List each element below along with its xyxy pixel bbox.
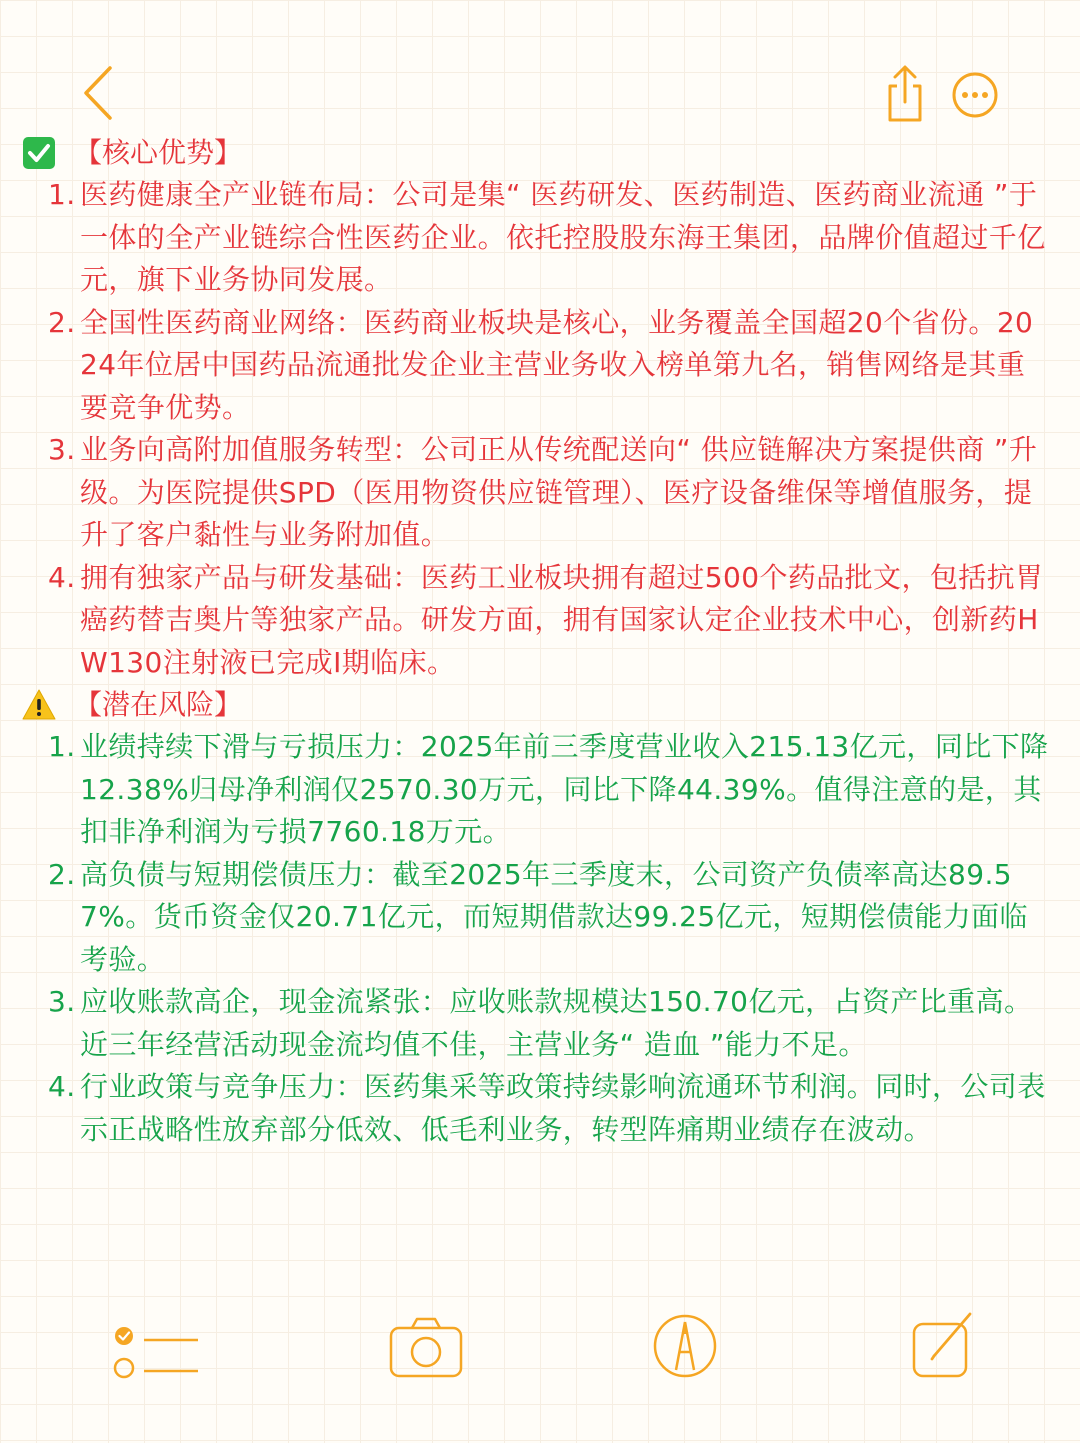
list-number: 3.: [48, 433, 76, 466]
list-item: [0, 981, 1080, 1066]
list-text: 业务向高附加值服务转型：公司正从传统配送向“ 供应链解决方案提供商 ”升级。为医院提供SPD（医用物资供应链管理）、医疗设备维保等增值服务，提升了客户黏性与业务附加值。: [80, 433, 1038, 551]
share-icon[interactable]: [880, 64, 930, 124]
list-item: [0, 429, 1080, 557]
list-item: [0, 1066, 1080, 1151]
chevron-left-icon[interactable]: [78, 64, 118, 122]
list-number: 4.: [48, 560, 76, 594]
list-text: 全国性医药商业网络：医药商业板块是核心，业务覆盖全国超20个省份。2024年位居中国药品流通批发企业主营业务收入榜单第九名，销售网络是其重要竞争优势。: [80, 305, 1034, 424]
list-item: [0, 557, 1080, 685]
list-number: 2.: [48, 857, 76, 891]
ellipsis-circle-icon[interactable]: [950, 70, 1000, 120]
checklist-icon[interactable]: [112, 1310, 202, 1380]
risks-list: [0, 726, 1080, 1151]
list-number: 2.: [48, 305, 76, 339]
list-text: 医药健康全产业链布局：公司是集“ 医药研发、医药制造、医药商业流通 ”于一体的全产业链综合性医药企业。依托控股股东海王集团，品牌价值超过千亿元，旗下业务协同发展。: [80, 178, 1046, 296]
markup-pen-icon[interactable]: [650, 1310, 720, 1380]
compose-icon[interactable]: [910, 1310, 980, 1380]
list-text: 业绩持续下滑与亏损压力：2025年前三季度营业收入215.13亿元，同比下降12.38%归母净利润仅2570.30万元，同比下降44.39%。值得注意的是，其扣非净利润为亏损7760.18万元。: [80, 730, 1049, 848]
list-item: [0, 174, 1080, 302]
list-text: 应收账款高企，现金流紧张：应收账款规模达150.70亿元，占资产比重高。近三年经营活动现金流均值不佳，主营业务“ 造血 ”能力不足。: [80, 985, 1033, 1061]
list-number: 1.: [48, 730, 76, 763]
list-item: [0, 726, 1080, 854]
list-number: 1.: [48, 178, 76, 211]
list-text: 拥有独家产品与研发基础：医药工业板块拥有超过500个药品批文，包括抗胃癌药替吉奥片等独家产品。研发方面，拥有国家认定企业技术中心，创新药HW130注射液已完成I期临床。: [80, 560, 1044, 679]
camera-icon[interactable]: [388, 1310, 464, 1380]
advantages-title: 【核心优势】: [74, 136, 243, 169]
top-toolbar: [0, 0, 1080, 135]
warning-icon: [22, 688, 56, 722]
advantages-list: [0, 174, 1080, 684]
bottom-toolbar: [0, 1300, 1080, 1400]
list-text: 行业政策与竞争压力：医药集采等政策持续影响流通环节利润。同时，公司表示正战略性放弃部分低效、低毛利业务，转型阵痛期业绩存在波动。: [80, 1070, 1046, 1146]
list-number: 3.: [48, 985, 76, 1018]
list-text: 高负债与短期偿债压力：截至2025年三季度末，公司资产负债率高达89.57%。货币资金仅20.71亿元，而短期借款达99.25亿元，短期偿债能力面临考验。: [80, 857, 1028, 976]
risks-title: 【潜在风险】: [74, 688, 243, 721]
risks-heading: [22, 684, 242, 726]
list-item: [0, 854, 1080, 982]
green-check-box-icon: [22, 136, 56, 170]
list-number: 4.: [48, 1070, 76, 1103]
advantages-heading: [22, 132, 242, 174]
list-item: [0, 302, 1080, 430]
